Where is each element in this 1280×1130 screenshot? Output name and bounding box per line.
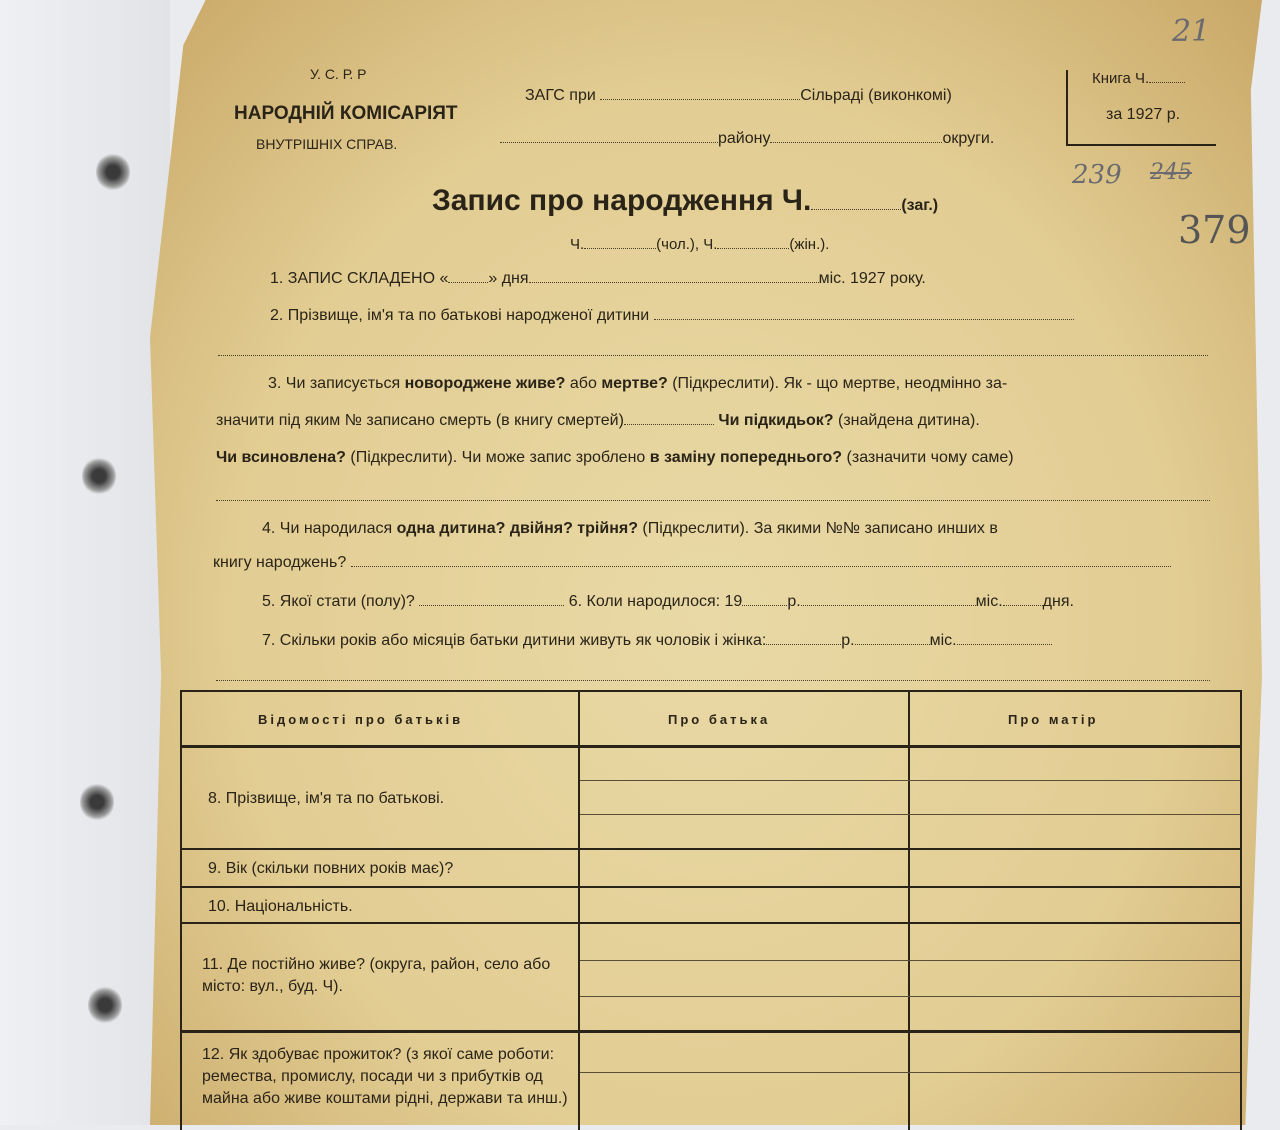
punch-hole	[80, 782, 114, 822]
fill-line	[218, 355, 1208, 356]
book-year: за 1927 р.	[1106, 106, 1181, 123]
raion-line: району округи.	[500, 130, 994, 148]
book-number: Книга Ч.	[1092, 70, 1185, 87]
table-header-father: Про батька	[668, 712, 771, 727]
table-row-12: 12. Як здобуває прожиток? (з якої саме роботи: ремества, промислу, посади чи з прибутків од майна або живе коштами рідні, держави та инш.)	[202, 1046, 568, 1107]
item-4-line2: книгу народжень?	[213, 554, 1171, 572]
table-header-info: Відомості про батьків	[258, 712, 464, 727]
department: ВНУТРІШНІХ СПРАВ.	[256, 136, 398, 152]
stamped-number: 379	[1178, 208, 1251, 252]
table-row-8: 8. Прізвище, ім'я та по батькові.	[208, 790, 445, 807]
table-row-9: 9. Вік (скільки повних років має)?	[208, 860, 454, 877]
handwritten-number: 239	[1072, 160, 1122, 190]
item-3-line2: значити під яким № записано смерть (в книгу смертей) Чи підкидьок? (знайдена дитина).	[216, 412, 980, 429]
fill-line	[216, 680, 1210, 681]
binder-margin	[0, 0, 170, 1125]
item-4-line1: 4. Чи народилася одна дитина? двійня? трійня? (Підкреслити). За якими №№ записано инших в	[262, 520, 998, 537]
punch-hole	[88, 985, 122, 1025]
title-subline: Ч. (чол.), Ч. (жін.).	[570, 236, 830, 253]
item-3-line1: 3. Чи записується новороджене живе? або мертве? (Підкреслити). Як - що мертве, неодмінно за-	[268, 375, 1008, 392]
table-row-10: 10. Національність.	[208, 898, 353, 915]
handwritten-crossed-number: 245	[1150, 160, 1192, 185]
table-header-mother: Про матір	[1008, 712, 1099, 727]
zags-line: ЗАГС при Сільраді (виконкомі)	[525, 87, 952, 104]
handwritten-page-number: 21	[1172, 14, 1211, 49]
commissariat: НАРОДНІЙ КОМІСАРІЯТ	[234, 103, 458, 124]
item-2: 2. Прізвище, ім'я та по батькові народженої дитини	[270, 307, 1074, 325]
item-5-6: 5. Якої стати (полу)? 6. Коли народилося: 19 р. міс. дня.	[262, 593, 1074, 610]
document-title: Запис про народження Ч. (заг.)	[432, 184, 939, 217]
item-3-line3: Чи всиновлена? (Підкреслити). Чи може запис зроблено в заміну попереднього? (зазначити чому саме)	[216, 449, 1014, 466]
republic: У. С. Р. Р	[310, 66, 367, 82]
punch-hole	[82, 456, 116, 496]
table-row-11: 11. Де постійно живе? (округа, район, село або місто: вул., буд. Ч).	[202, 956, 551, 995]
fill-line	[216, 500, 1210, 501]
item-7: 7. Скільки років або місяців батьки дитини живуть як чоловік і жінка: р. міс.	[262, 632, 1052, 650]
punch-hole	[96, 152, 130, 192]
parents-table	[180, 690, 1242, 1130]
item-1: 1. ЗАПИС СКЛАДЕНО « » дня міс. 1927 року.	[270, 270, 926, 287]
